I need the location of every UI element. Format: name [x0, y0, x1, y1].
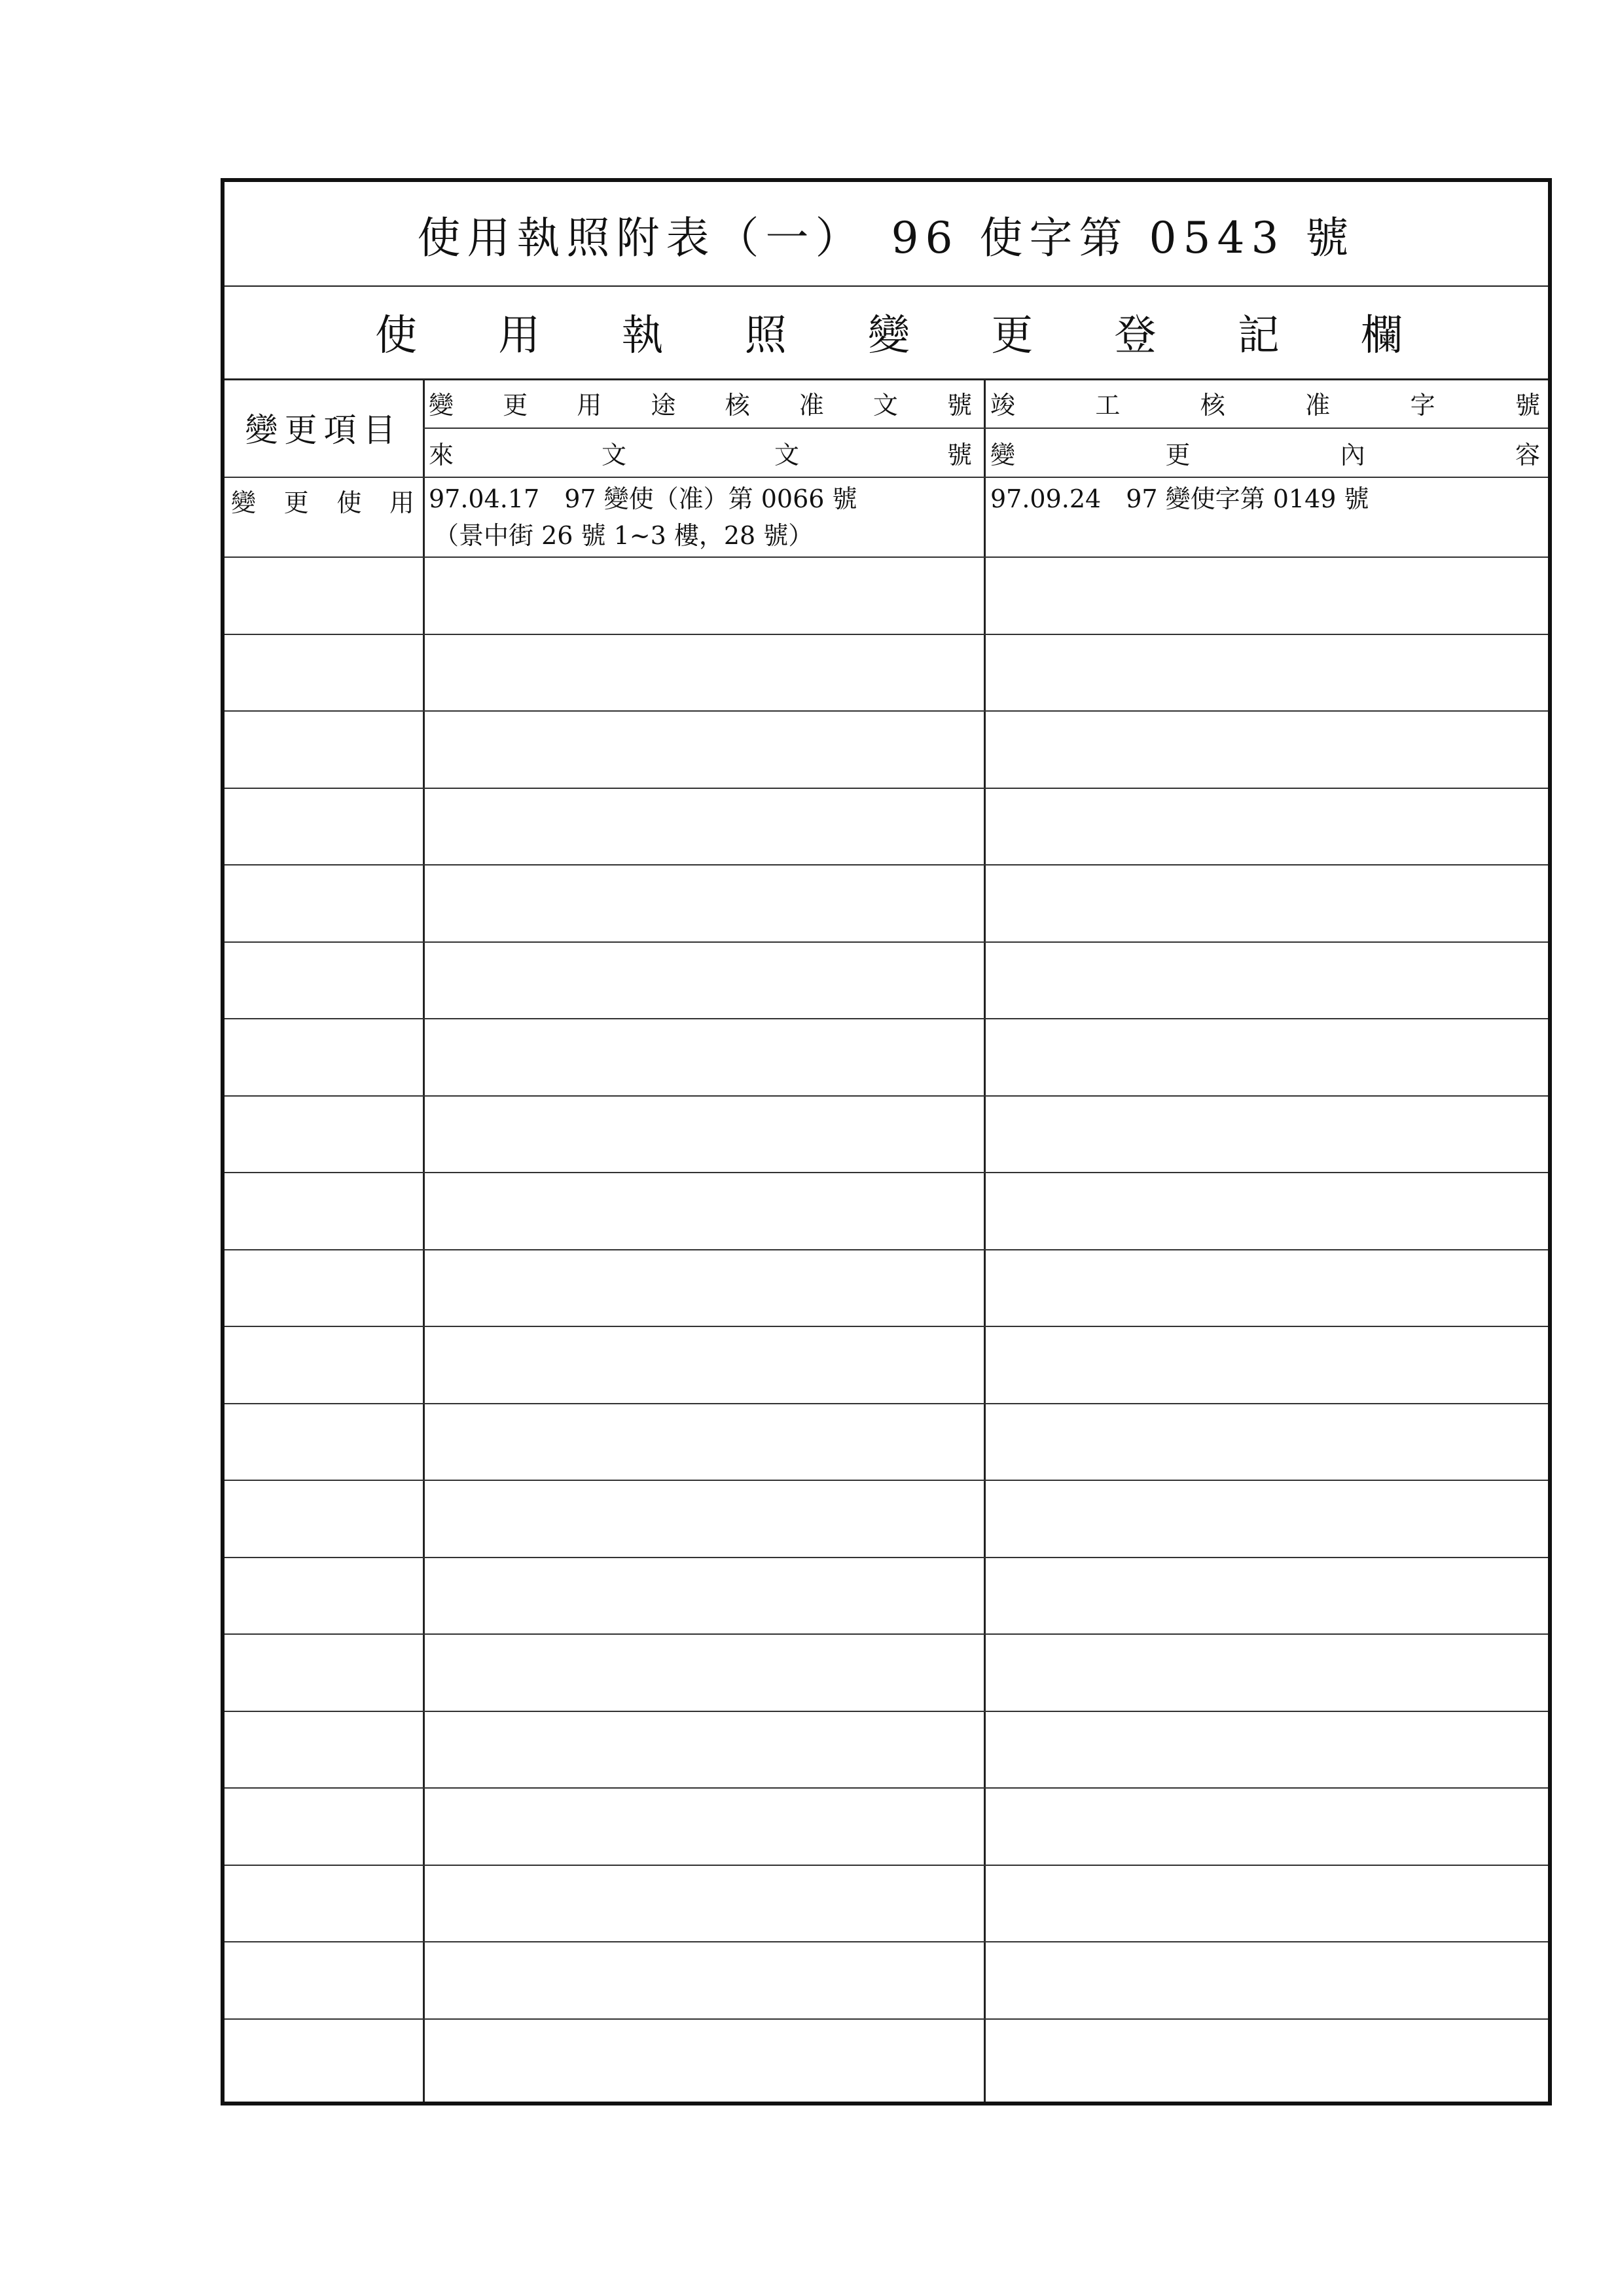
row-divider [225, 1018, 1548, 1019]
subtitle-char: 用 [498, 312, 541, 360]
permit-number: 96 使字第 0543 號 [891, 212, 1356, 263]
approval-note: （景中街 26 號 1~3 樓，28 號） [434, 521, 814, 550]
header-divider [423, 428, 1548, 429]
row-divider [225, 1249, 1548, 1250]
completion-cell [990, 481, 1369, 517]
subtitle-char: 使 [375, 312, 417, 360]
column-header-content: 變 更 內 容 [990, 440, 1540, 469]
row-divider [225, 1787, 1548, 1789]
completion-date: 97.09.24 [990, 484, 1102, 513]
row-divider [225, 1172, 1548, 1173]
row-divider [225, 1480, 1548, 1481]
column-header-completion: 竣 工 核 准 字 號 [990, 390, 1540, 420]
row-divider [225, 1633, 1548, 1635]
row-divider [225, 710, 1548, 712]
row-divider [225, 941, 1548, 943]
column-divider [423, 378, 425, 2102]
registration-table [225, 378, 1548, 2102]
row-item-label: 變 更 使 用 [231, 488, 414, 517]
row-divider [225, 556, 1548, 558]
subtitle-char: 變 [868, 312, 910, 360]
row-divider [225, 2018, 1548, 2020]
row-divider [225, 1403, 1548, 1404]
subtitle-char: 執 [621, 312, 664, 360]
approval-number: 97 變使（准）第 0066 號 [564, 484, 857, 513]
column-header-source: 來 文 文 號 [429, 440, 972, 469]
row-divider [225, 1711, 1548, 1712]
form-title [225, 182, 1548, 287]
row-divider [225, 864, 1548, 866]
section-subtitle [225, 285, 1548, 380]
subtitle-char: 更 [991, 312, 1034, 360]
header-bottom-line [225, 477, 1548, 478]
row-divider [225, 1865, 1548, 1866]
subtitle-char: 照 [744, 312, 787, 360]
row-divider [225, 1941, 1548, 1942]
row-divider [225, 1557, 1548, 1558]
row-divider [225, 788, 1548, 789]
subtitle-char: 記 [1237, 312, 1280, 360]
column-divider [984, 378, 986, 2102]
column-header-approval: 變 更 用 途 核 准 文 號 [429, 390, 972, 420]
row-divider [225, 1326, 1548, 1327]
change-registration-form [221, 178, 1552, 2105]
form-title-text: 使用執照附表（一） [417, 212, 865, 263]
subtitle-char: 登 [1114, 312, 1157, 360]
row-divider [225, 634, 1548, 635]
approval-date: 97.04.17 [429, 484, 540, 513]
completion-number: 97 變使字第 0149 號 [1126, 484, 1369, 513]
row-divider [225, 1095, 1548, 1097]
subtitle-char: 欄 [1361, 312, 1403, 360]
column-header-item: 變更項目 [245, 411, 403, 449]
approval-cell [429, 481, 857, 554]
